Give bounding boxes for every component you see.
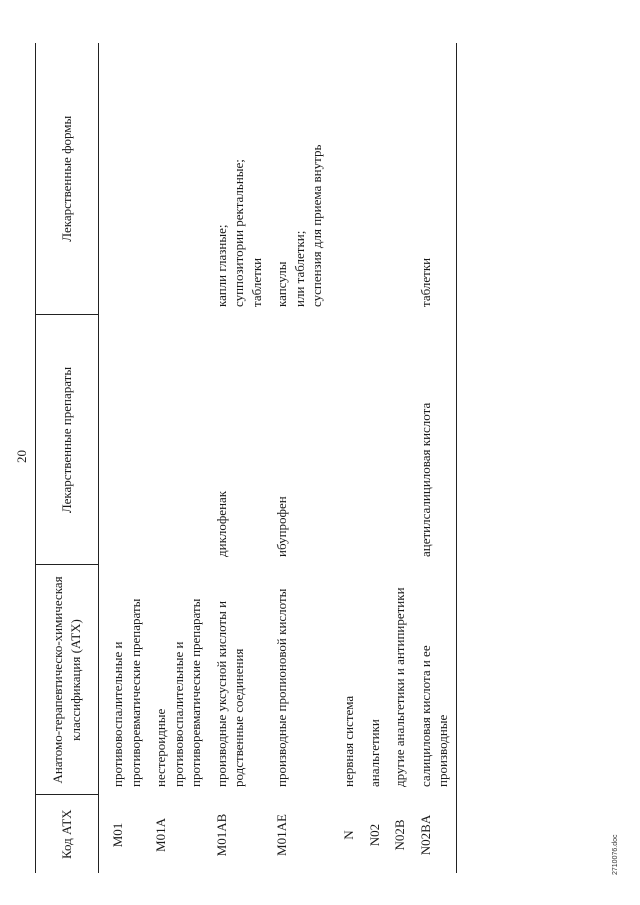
table-row: [99, 43, 149, 873]
drug-cell: [99, 315, 149, 565]
forms-cell: [330, 43, 362, 315]
atc-code-cell: M01AE: [274, 814, 290, 856]
table-header-row: [36, 43, 99, 873]
table-row: [330, 43, 362, 873]
atc-code-cell: N: [341, 830, 357, 840]
table-row: [269, 43, 330, 873]
forms-cell: капсулы или таблетки; суспензия для приема внутрь: [274, 144, 325, 307]
classification-cell: нестероидные противовоспалительные и противоревматические препараты: [153, 598, 204, 787]
table-row: [387, 43, 413, 873]
drug-cell: ацетилсалициловая кислота: [413, 315, 457, 565]
atc-code-cell: M01: [110, 822, 125, 848]
classification-cell: нервная система: [341, 695, 357, 787]
drug-cell: [148, 315, 209, 565]
table-row: [148, 43, 209, 873]
header-atc-classification: Анатомо-терапевтическо-химическая классификация (АТХ): [36, 565, 99, 795]
atc-code-cell: N02BA: [413, 795, 457, 873]
drug-cell: диклофенак: [213, 490, 229, 557]
classification-cell: салициловая кислота и ее производные: [413, 565, 457, 795]
table-row: [209, 43, 270, 873]
atc-table: [35, 43, 457, 873]
drug-cell: [362, 315, 388, 565]
classification-cell: противовоспалительные и противоревматические препараты: [110, 598, 143, 787]
page-number: 20: [14, 450, 29, 463]
atc-code-cell: M01AB: [213, 813, 229, 857]
atc-code-cell: M01A: [153, 818, 169, 852]
header-atc-code: Код АТХ: [36, 795, 99, 873]
forms-cell: [99, 43, 149, 315]
forms-cell: [148, 43, 209, 315]
drug-cell: [330, 315, 362, 565]
atc-code-cell: N02: [366, 823, 382, 847]
drug-cell: ибупрофен: [274, 496, 290, 557]
table-row: [413, 43, 457, 873]
atc-code-cell: N02B: [392, 819, 408, 851]
table-row: [362, 43, 388, 873]
classification-cell: производные уксусной кислоты и родственные соединения: [213, 600, 247, 787]
forms-cell: капли глазные; суппозитории ректальные; таблетки: [213, 159, 264, 307]
forms-cell: таблетки: [413, 43, 457, 315]
classification-cell: анальгетики: [366, 719, 382, 787]
drug-cell: [387, 315, 413, 565]
forms-cell: [387, 43, 413, 315]
header-drugs: Лекарственные препараты: [36, 315, 99, 565]
classification-cell: другие анальгетики и антипиретики: [392, 587, 408, 787]
header-dosage-forms: Лекарственные формы: [36, 43, 99, 315]
classification-cell: производные пропионовой кислоты: [274, 588, 290, 787]
footer-file-id: 2710076.doc: [612, 834, 619, 875]
forms-cell: [362, 43, 388, 315]
